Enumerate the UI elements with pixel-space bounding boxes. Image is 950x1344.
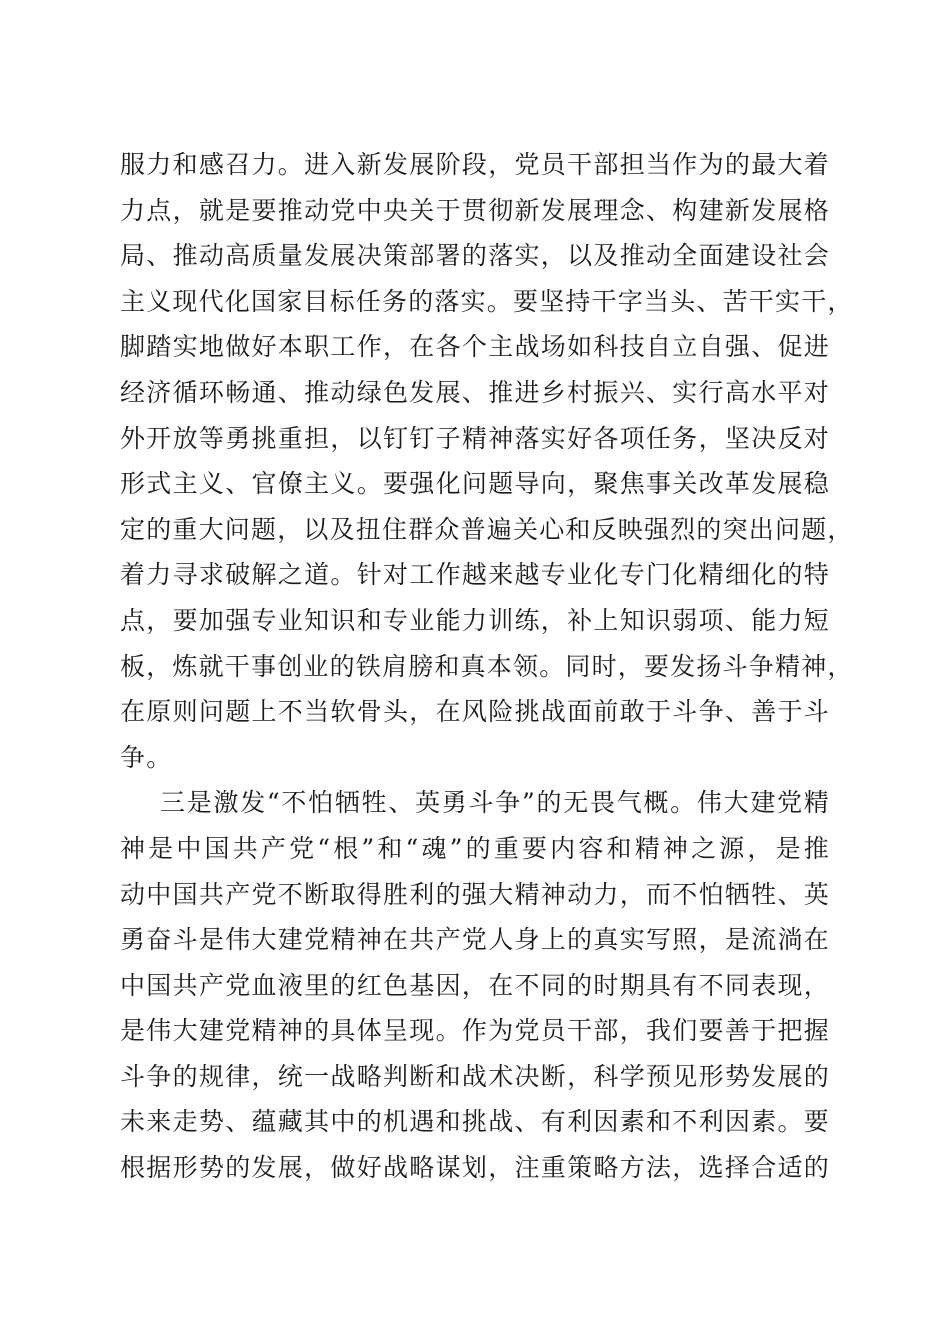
text-line: 中国共产党血液里的红色基因，在不同的时期具有不同表现，	[120, 970, 830, 1000]
text-line: 力点，就是要推动党中央关于贯彻新发展理念、构建新发展格	[120, 195, 830, 225]
paragraph-first-line: 三是激发“不怕牺牲、英勇斗争”的无畏气概。伟大建党精	[160, 788, 830, 818]
text-line: 神是中国共产党“根”和“魂”的重要内容和精神之源，是推	[120, 833, 830, 863]
text-line: 服力和感召力。进入新发展阶段，党员干部担当作为的最大着	[120, 150, 830, 179]
text-line: 点，要加强专业知识和专业能力训练，补上知识弱项、能力短	[120, 605, 830, 635]
text-line: 争。	[120, 742, 173, 772]
text-line: 局、推动高质量发展决策部署的落实，以及推动全面建设社会	[120, 241, 830, 271]
text-line: 动中国共产党不断取得胜利的强大精神动力，而不怕牺牲、英	[120, 879, 830, 909]
text-line: 外开放等勇挑重担，以钉钉子精神落实好各项任务，坚决反对	[120, 423, 830, 453]
text-line: 着力寻求破解之道。针对工作越来越专业化专门化精细化的特	[120, 560, 830, 590]
text-line: 定的重大问题，以及扭住群众普遍关心和反映强烈的突出问题，	[120, 514, 854, 544]
text-line: 未来走势、蕴藏其中的机遇和挑战、有利因素和不利因素。要	[120, 1107, 830, 1137]
body-text	[120, 142, 854, 1191]
text-line: 勇奋斗是伟大建党精神在共产党人身上的真实写照，是流淌在	[120, 925, 830, 955]
text-line: 是伟大建党精神的具体呈现。作为党员干部，我们要善于把握	[120, 1016, 830, 1046]
text-line: 斗争的规律，统一战略判断和战术决断，科学预见形势发展的	[120, 1061, 830, 1091]
text-line: 板，炼就干事创业的铁肩膀和真本领。同时，要发扬斗争精神，	[120, 651, 854, 681]
text-line: 脚踏实地做好本职工作，在各个主战场如科技自立自强、促进	[120, 332, 830, 362]
text-line: 主义现代化国家目标任务的落实。要坚持干字当头、苦干实干，	[120, 286, 854, 316]
text-line: 根据形势的发展，做好战略谋划，注重策略方法，选择合适的	[120, 1153, 830, 1183]
text-line: 经济循环畅通、推动绿色发展、推进乡村振兴、实行高水平对	[120, 377, 830, 407]
text-line: 形式主义、官僚主义。要强化问题导向，聚焦事关改革发展稳	[120, 469, 830, 499]
text-line: 在原则问题上不当软骨头，在风险挑战面前敢于斗争、善于斗	[120, 697, 830, 727]
